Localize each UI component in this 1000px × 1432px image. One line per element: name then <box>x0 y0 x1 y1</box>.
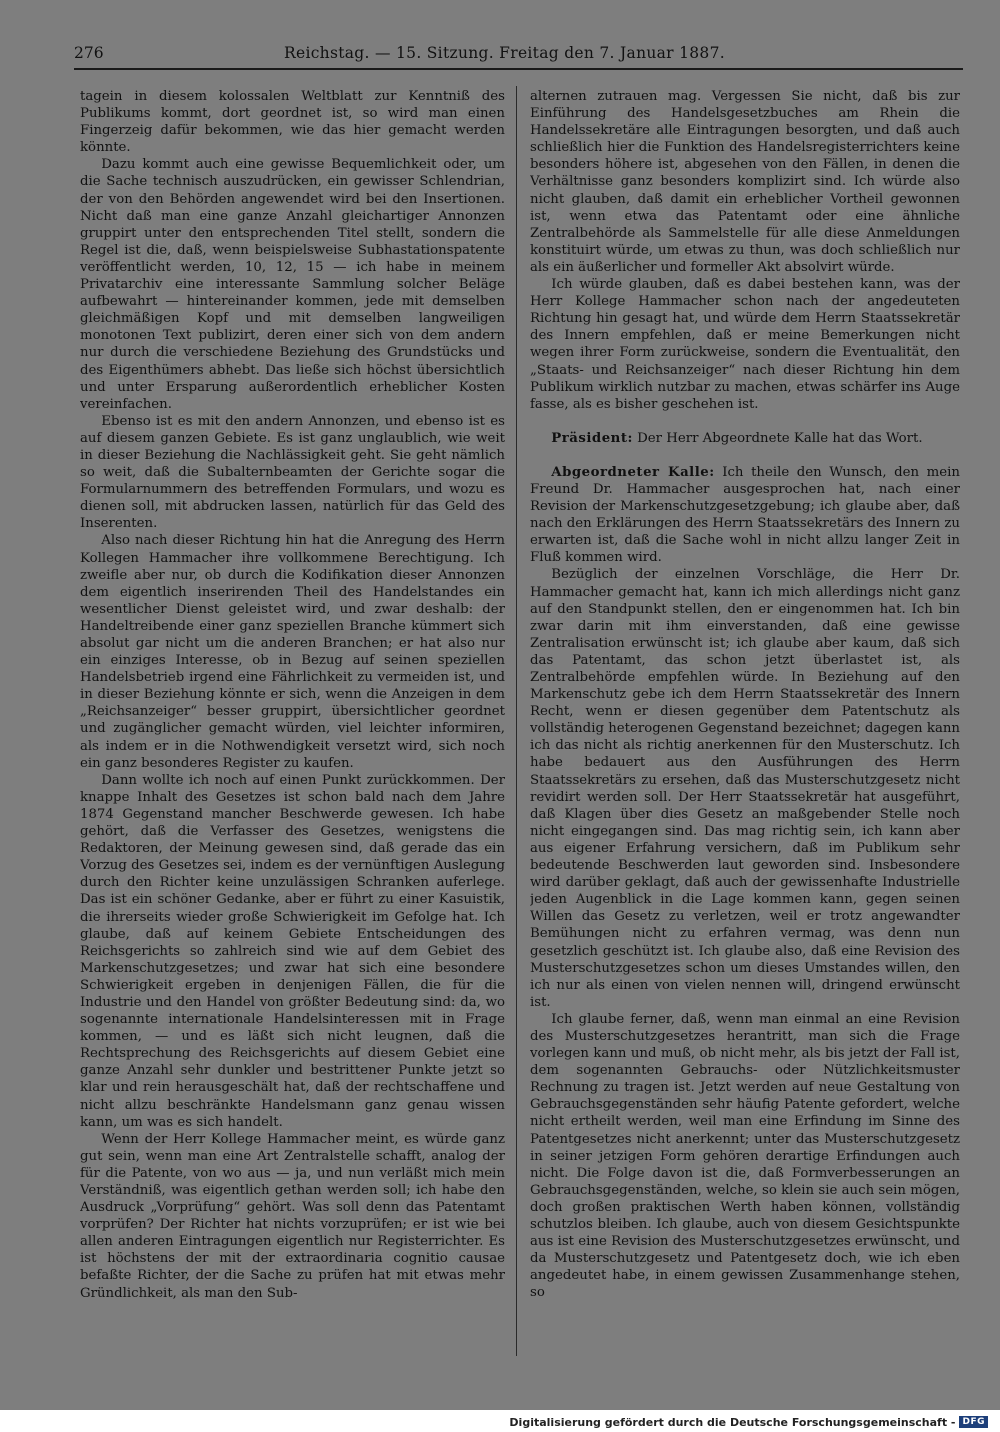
speaker-name: Abgeordneter Kalle: <box>551 464 715 480</box>
dfg-logo: DFG <box>959 1416 988 1428</box>
right-column <box>530 88 960 1360</box>
paragraph-text: Ich würde glauben, daß es dabei bestehen kann, was der Herr Kollege Hammacher schon nach der angedeuteten Richtung hin gesagt hat, und würde dem Herrn Staatssekretär des Innern empfehlen, daß er meine Bemerkungen nicht wegen ihrer Form zurückweise, sondern die Eventualität, den „Staats- und Reichsanzeiger“ nach dieser Richtung hin dem Publikum wirklich nutzbar zu machen, etwas schärfer ins Auge fasse, als es bisher geschehen ist. <box>530 277 960 412</box>
paragraph <box>530 430 960 447</box>
footer-credit <box>509 1414 988 1430</box>
paragraph-text: Wenn der Herr Kollege Hammacher meint, es würde ganz gut sein, wenn man eine Art Zentralstelle schafft, analog der für die Patente, von wo aus — ja, und nun verläßt mich mein Verständniß, was eigentlich gethan werden soll; ich habe den Ausdruck „Vorprüfung“ gehört. Was soll denn das Patentamt vorprüfen? Der Richter hat nichts vorzuprüfen; er ist wie bei allen anderen Eintragungen eigentlich nur Registerrichter. Es ist höchstens der mit der extraordinaria cognitio causae befaßte Richter, der die Sache zu prüfen hat mit etwas mehr Gründlichkeit, als man den Sub- <box>80 1131 505 1301</box>
paragraph <box>80 88 505 156</box>
paragraph <box>530 276 960 413</box>
paragraph-text: Bezüglich der einzelnen Vorschläge, die Herr Dr. Hammacher gemacht hat, kann ich mich allerdings nicht ganz auf den Standpunkt stellen, den er eingenommen hat. Ich bin zwar darin mit ihm einverstanden, daß eine gewisse Zentralisation erwünscht ist; ich glaube aber kaum, daß sich das Patentamt, das schon jetzt überlastet ist, als Zentralbehörde empfehlen würde. In Beziehung auf den Markenschutz gebe ich dem Herrn Staatssekretär des Innern Recht, wenn er diesen gegenüber dem Patentschutz als vollständig heterogenen Gegenstand bezeichnet; dagegen kann ich das nicht als richtig anerkennen für den Musterschutz. Ich habe bedauert aus den Ausführungen des Herrn Staatssekretärs zu ersehen, daß das Musterschutzgesetz nicht revidirt werden soll. Der Herr Staatssekretär hat ausgeführt, daß Klagen über dies Gesetz an maßgebender Stelle noch nicht eingegangen sind. Das mag richtig sein, ich kann aber aus eigener Erfahrung versichern, daß im Publikum sehr bedeutende Beschwerden laut geworden sind. Insbesondere wird darüber geklagt, daß auch der gewissenhafte Industrielle jeden Augenblick in die Lage kommen kann, gegen seinen Willen das Gesetz zu verletzen, weil er trotz angewandter Bemühungen nicht zu erfahren vermag, was denn nun gesetzlich geschützt ist. Ich glaube also, daß eine Revision des Musterschutzgesetzes schon um dieses Umstandes willen, den ich nur als einen von vielen nennen will, dringend erwünscht ist. <box>530 567 960 1010</box>
paragraph <box>530 464 960 567</box>
paragraph <box>80 1131 505 1302</box>
paragraph-text: Also nach dieser Richtung hin hat die Anregung des Herrn Kollegen Hammacher ihre vollkommene Berechtigung. Ich zweifle aber nur, ob durch die Kodifikation dieser Annonzen dem eigentlich inserirenden Theil des Handelstandes ein wesentlicher Dienst geleistet wird, und zwar deshalb: der Handeltreibende einer ganz speziellen Branche kümmert sich absolut gar nicht um die anderen Branchen; er hat also nur ein einziges Interesse, ob in Bezug auf seinen speziellen Handelsbetrieb irgend eine Fährlichkeit zu vermeiden ist, und in dieser Beziehung könnte er sich, wenn die Anzeigen in dem „Reichsanzeiger“ besser gruppirt, übersichtlicher geordnet und zugänglicher gemacht würden, viel leichter informiren, als indem er in die Nothwendigkeit versetzt wird, sich noch ein ganz besonderes Register zu kaufen. <box>80 533 505 771</box>
paragraph-text: Dazu kommt auch eine gewisse Bequemlichkeit oder, um die Sache technisch auszudrücken, ein gewisser Schlendrian, der von den Behörden angewendet wird bei den Insertionen. Nicht daß man eine ganze Anzahl gleichartiger Annonzen gruppirt unter den entsprechenden Titel stellt, sondern die Regel ist die, daß, wenn beispielsweise Subhastationspatente veröffentlicht werden, 10, 12, 15 — ich habe in meinem Privatarchiv eine interessante Sammlung solcher Beläge aufbewahrt — hintereinander kommen, jede mit demselben gleichmäßigen Kopf und mit demselben langweiligen monotonen Text publizirt, deren einer sich von dem andern nur durch die verschiedene Beziehung des Grundstücks und des Eigenthümers abhebt. Das ließe sich höchst übersichtlich und unter Ersparung außerordentlich erheblicher Kosten vereinfachen. <box>80 157 505 412</box>
paragraph-text: tagein in diesem kolossalen Weltblatt zur Kenntniß des Publikums kommt, dort geordnet ist, so wird man einen Fingerzeig dafür bekommen, wie das hier gemacht werden könnte. <box>80 89 505 156</box>
running-head: Reichstag. — 15. Sitzung. Freitag den 7. Januar 1887. <box>284 44 725 62</box>
paragraph <box>530 566 960 1010</box>
paragraph-text: Ich glaube ferner, daß, wenn man einmal an eine Revision des Musterschutzgesetzes herantritt, man sich die Frage vorlegen kann und muß, ob nicht mehr, als bis jetzt der Fall ist, dem sogenannten Gebrauchs- oder Nützlichkeitsmuster Rechnung zu tragen ist. Jetzt werden auf neue Gestaltung von Gebrauchsgegenständen sehr häufig Patente gefordert, welche nicht ertheilt werden, weil man eine Erfindung im Sinne des Patentgesetzes nicht anerkennt; unter das Musterschutzgesetz in seiner jetzigen Form gehören derartige Erfindungen auch nicht. Die Folge davon ist die, daß Formverbesserungen an Gebrauchsgegenständen, welche, so klein sie auch sein mögen, doch großen praktischen Werth haben können, vollständig schutzlos bleiben. Ich glaube, auch von diesem Gesichtspunkte aus ist eine Revision des Musterschutzgesetzes erwünscht, und da Musterschutzgesetz und Patentgesetz doch, wie ich eben angedeutet habe, in einem gewissen Zusammenhange stehen, so <box>530 1011 960 1301</box>
speaker-name: Präsident: <box>551 430 633 446</box>
page-header <box>74 44 938 68</box>
paragraph-text: Der Herr Abgeordnete Kalle hat das Wort. <box>637 430 923 446</box>
paragraph <box>80 413 505 533</box>
left-column <box>80 88 505 1360</box>
paragraph-text: Ich theile den Wunsch, den mein Freund Dr. Hammacher ausgesprochen hat, nach einer Revision der Markenschutzgesetzgebung; ich glaube aber, daß nach den Erklärungen des Herrn Staatssekretärs des Innern zu erwarten ist, daß die Sache wohl in nicht allzu langer Zeit in Fluß kommen wird. <box>530 464 960 566</box>
paragraph <box>80 156 505 412</box>
paragraph-text: Ebenso ist es mit den andern Annonzen, und ebenso ist es auf diesem ganzen Gebiete. Es ist ganz unglaublich, wie weit in dieser Beziehung die Nachlässigkeit geht. Sie geht nämlich so weit, daß die Subalternbeamten der Gerichte sogar die Formularnummern des betreffenden Formulars, und wozu es dienen soll, mit abdrucken lassen, natürlich für das Geld des Inserenten. <box>80 413 505 532</box>
column-divider <box>516 86 517 1356</box>
page-number: 276 <box>74 44 104 62</box>
paragraph <box>530 1011 960 1302</box>
paragraph <box>80 772 505 1131</box>
credit-text: Digitalisierung gefördert durch die Deutsche Forschungsgemeinschaft - <box>509 1415 956 1429</box>
paragraph-text: Dann wollte ich noch auf einen Punkt zurückkommen. Der knappe Inhalt des Gesetzes ist schon bald nach dem Jahre 1874 Gegenstand mancher Beschwerde gewesen. Ich habe gehört, daß die Verfasser des Gesetzes, wenigstens die Redaktoren, der Meinung gewesen sind, daß gerade das ein Vorzug des Gesetzes sei, indem es der vernünftigen Auslegung durch den Richter keine unzulässigen Schranken auferlege. Das ist ein schöner Gedanke, aber er führt zu einer Kasuistik, die ihrerseits wieder große Schwierigkeit im Gefolge hat. Ich glaube, daß auf keinem Gebiete Entscheidungen des Reichsgerichts so zahlreich sind wie auf dem Gebiet des Markenschutzgesetzes; und zwar hat sich eine besondere Schwierigkeit ergeben in denjenigen Fällen, die für die Industrie und den Handel von größter Bedeutung sind: da, wo sogenannte internationale Handelsinteressen mit in Frage kommen, — und es läßt sich nicht leugnen, daß die Rechtsprechung des Reichsgerichts auf diesem Gebiet eine ganze Anzahl sehr dunkler und bestrittener Punkte jetzt so klar und rein herausgeschält hat, daß der rechtschaffene und nicht allzu beschränkte Handelsmann ganz genau wissen kann, um was es sich handelt. <box>80 772 505 1130</box>
paragraph-text: alternen zutrauen mag. Vergessen Sie nicht, daß bis zur Einführung des Handelsgesetzbuches am Rhein die Handelssekretäre alle Eintragungen besorgten, und daß auch schließlich hier die Funktion des Handelsregisterrichters keine besonders höhere ist, abgesehen von den Fällen, in denen die Verhältnisse ganz besonders komplizirt sind. Ich würde also nicht glauben, daß damit ein erheblicher Vortheil gewonnen ist, wenn etwa das Patentamt oder eine ähnliche Zentralbehörde als Sammelstelle für alle diese Anmeldungen konstituirt würde, um etwas zu thun, was doch schließlich nur als ein äußerlicher und formeller Akt absolvirt würde. <box>530 89 960 275</box>
header-rule <box>74 68 963 70</box>
paragraph <box>80 532 505 771</box>
paragraph <box>530 88 960 276</box>
